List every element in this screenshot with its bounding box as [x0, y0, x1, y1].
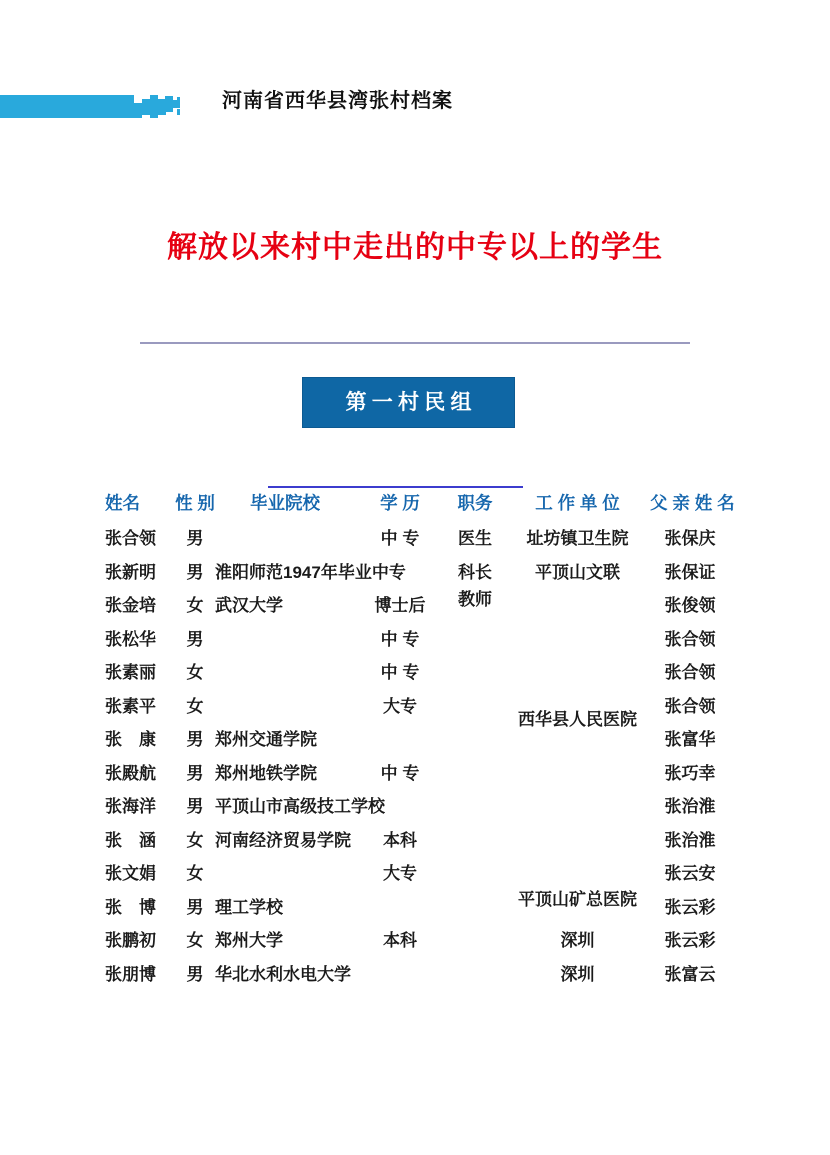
cell-father: 张云安 [664, 864, 716, 884]
cell-name: 张 涵 [105, 830, 156, 850]
cell-degree: 中 专 [380, 529, 420, 549]
table-row [105, 922, 730, 956]
table-row [105, 855, 730, 889]
cell-school: 理工学校 [215, 897, 283, 917]
cell-unit: 平顶山矿总医院 [518, 889, 637, 909]
cell-gender: 男 [186, 964, 204, 984]
horizontal-divider [140, 342, 690, 344]
cell-title: 教师 [458, 590, 492, 610]
cell-school: 平顶山市高级技工学校 [215, 797, 385, 817]
cell-father: 张富华 [664, 730, 716, 750]
table-row [105, 688, 730, 729]
cell-gender: 女 [186, 663, 204, 683]
cell-father: 张俊领 [664, 596, 716, 616]
cell-name: 张海洋 [105, 797, 156, 817]
cell-name: 张素平 [105, 696, 156, 716]
column-header-title: 职务 [457, 493, 493, 513]
pixel-dash-decoration [177, 109, 180, 115]
table-row [105, 956, 730, 990]
cell-degree: 大专 [383, 864, 417, 884]
cell-gender: 女 [186, 864, 204, 884]
table-header-rule [268, 486, 523, 488]
cell-gender: 男 [186, 629, 204, 649]
cell-father: 张云彩 [664, 897, 716, 917]
table-row [105, 621, 730, 655]
cell-school: 郑州地铁学院 [215, 763, 317, 783]
cell-gender: 男 [186, 730, 204, 750]
cell-father: 张合领 [664, 696, 716, 716]
cell-gender: 男 [186, 562, 204, 582]
column-header-unit: 工 作 单 位 [535, 493, 620, 513]
document-header-title: 河南省西华县湾张村档案 [222, 90, 453, 112]
cell-unit: 深圳 [560, 931, 595, 951]
column-header-father: 父 亲 姓 名 [650, 493, 735, 513]
column-header-gender: 性 别 [175, 493, 215, 513]
section-badge: 第 一 村 民 组 [302, 377, 515, 428]
page-title: 解放以来村中走出的中专以上的学生 [167, 231, 663, 264]
column-header-school: 毕业院校 [250, 493, 320, 513]
cell-father: 张云彩 [664, 931, 716, 951]
table-row [105, 520, 730, 554]
cell-school: 郑州交通学院 [215, 730, 317, 750]
cell-father: 张合领 [664, 663, 716, 683]
cell-name: 张素丽 [105, 663, 156, 683]
cell-degree: 大专 [383, 696, 417, 716]
cell-name: 张文娟 [105, 864, 156, 884]
cell-father: 张保证 [664, 562, 716, 582]
cell-unit: 平顶山文联 [535, 562, 620, 582]
pixel-dash-decoration [177, 97, 180, 105]
cell-degree: 中 专 [380, 763, 420, 783]
cell-unit: 深圳 [560, 964, 595, 984]
column-header-name: 姓名 [105, 493, 140, 513]
header-accent-bar [0, 95, 134, 118]
cell-gender: 男 [186, 529, 204, 549]
cell-name: 张松华 [105, 629, 156, 649]
cell-name: 张金培 [105, 596, 156, 616]
cell-gender: 女 [186, 696, 204, 716]
cell-name: 张殿航 [105, 763, 156, 783]
cell-father: 张富云 [664, 964, 716, 984]
cell-name: 张合领 [105, 529, 156, 549]
cell-father: 张合领 [664, 629, 716, 649]
cell-degree: 本科 [383, 830, 417, 850]
cell-gender: 男 [186, 763, 204, 783]
cell-school: 郑州大学 [215, 931, 283, 951]
table-row [105, 822, 730, 856]
cell-gender: 男 [186, 897, 204, 917]
cell-gender: 女 [186, 596, 204, 616]
cell-gender: 女 [186, 830, 204, 850]
cell-name: 张朋博 [105, 964, 156, 984]
cell-degree: 博士后 [374, 596, 426, 616]
cell-name: 张鹏初 [105, 931, 156, 951]
cell-degree: 中 专 [380, 629, 420, 649]
table-row [105, 755, 730, 789]
cell-unit: 址坊镇卫生院 [526, 529, 629, 549]
cell-school: 淮阳师范1947年毕业中专 [215, 562, 406, 582]
cell-gender: 女 [186, 931, 204, 951]
table-header-row [105, 489, 735, 516]
cell-school: 武汉大学 [215, 596, 283, 616]
table-row [105, 654, 730, 688]
cell-father: 张巧幸 [664, 763, 716, 783]
cell-name: 张新明 [105, 562, 156, 582]
cell-school: 华北水利水电大学 [215, 964, 351, 984]
table-row [105, 788, 730, 822]
pixel-dissolve-decoration [134, 95, 142, 103]
table-row [105, 587, 730, 621]
cell-gender: 男 [186, 797, 204, 817]
cell-degree: 本科 [383, 931, 417, 951]
cell-father: 张治淮 [664, 797, 716, 817]
cell-name: 张 康 [105, 730, 156, 750]
cell-title: 科长 [458, 562, 492, 582]
table-row [105, 889, 730, 923]
cell-degree: 中 专 [380, 663, 420, 683]
cell-title: 医生 [458, 529, 492, 549]
column-header-degree: 学 历 [380, 493, 420, 513]
cell-father: 张治淮 [664, 830, 716, 850]
table-row [105, 554, 730, 588]
table-body [105, 520, 730, 989]
cell-school: 河南经济贸易学院 [215, 830, 351, 850]
cell-name: 张 博 [105, 897, 156, 917]
cell-unit: 西华县人民医院 [518, 709, 637, 729]
cell-father: 张保庆 [664, 529, 716, 549]
